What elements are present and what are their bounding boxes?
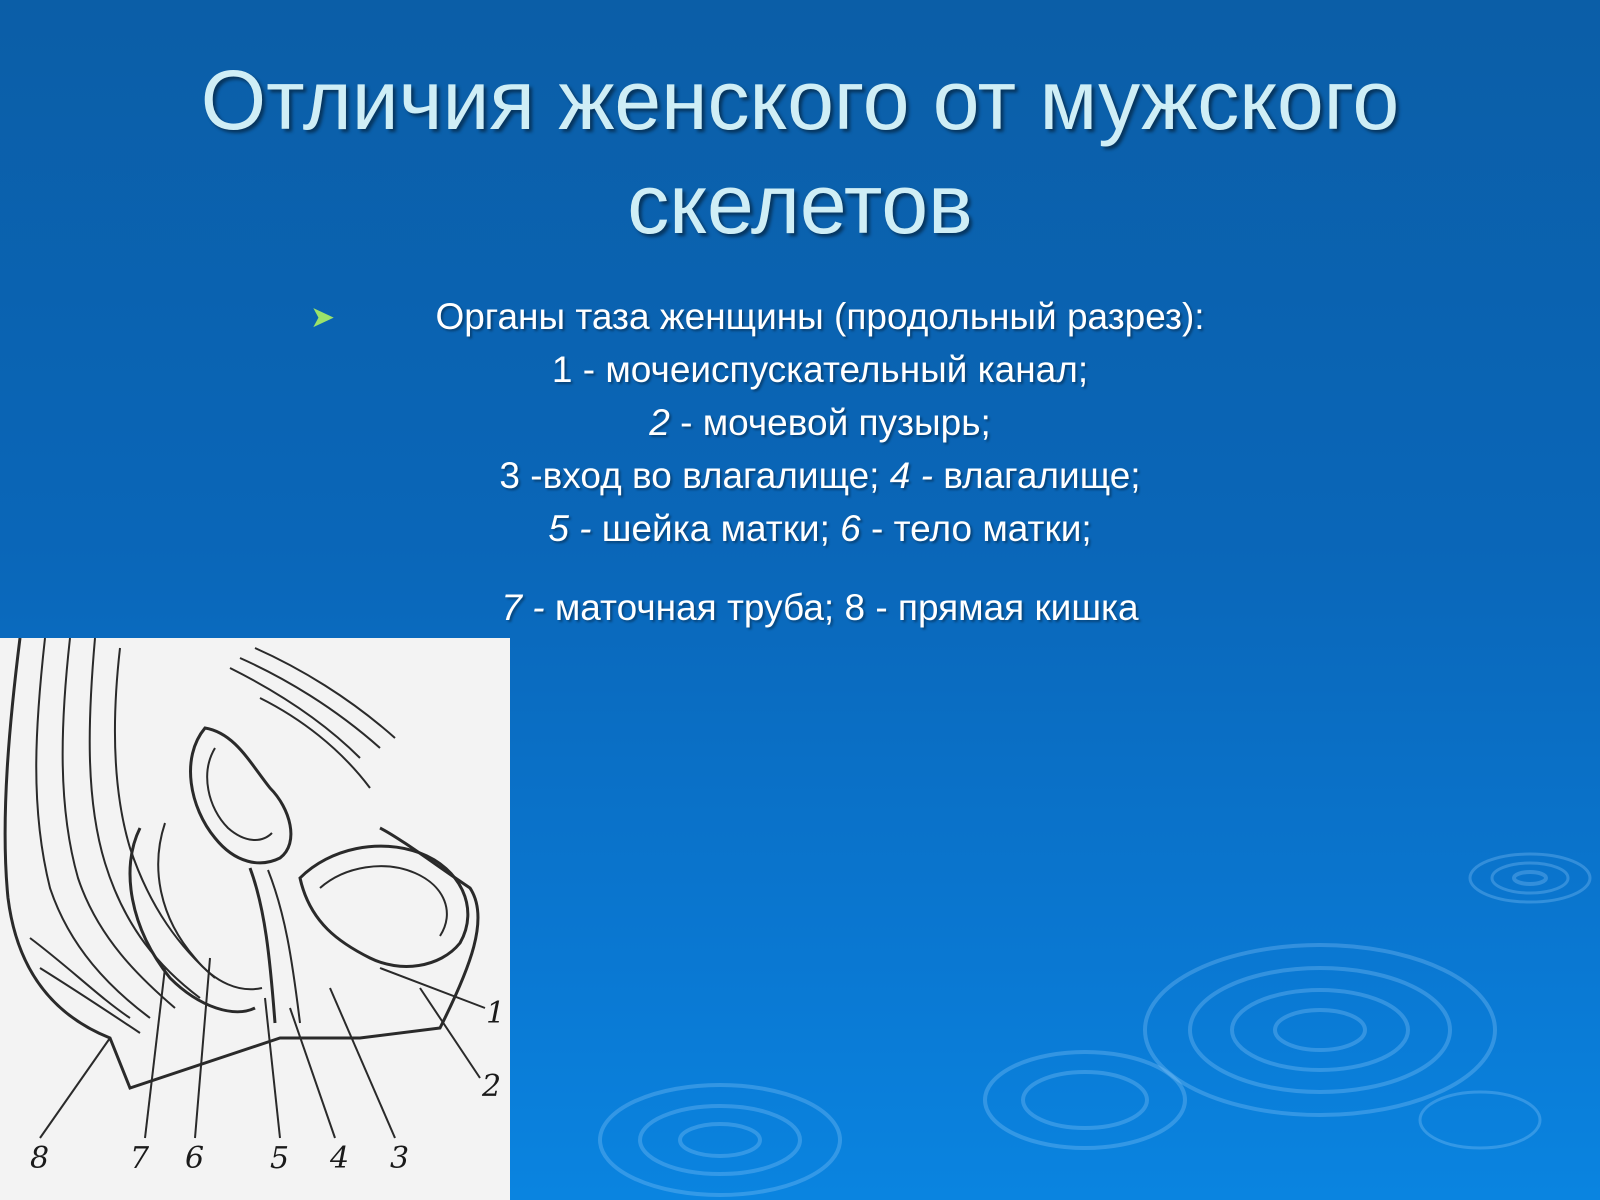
bullet-line-4-part-a: 3 -вход во влагалище; xyxy=(499,455,890,496)
bullet-line-3 xyxy=(300,396,1340,449)
bullet-line-3-number: 2 xyxy=(649,402,670,443)
figure-label-1: 1 xyxy=(486,996,506,1031)
bullet-line-5-part-a: шейка матки; xyxy=(591,508,841,549)
bullet-text xyxy=(300,290,1340,634)
bullet-line-4-part-b: влагалище; xyxy=(932,455,1141,496)
figure-label-5: 5 xyxy=(270,1141,290,1176)
bullet-line-4-number: 4 - xyxy=(889,455,933,496)
bullet-line-2: 1 - мочеиспускательный канал; xyxy=(551,349,1089,390)
arrow-bullet-icon: ➤ xyxy=(310,301,336,334)
bullet-line-4 xyxy=(300,449,1340,502)
pelvis-drawing xyxy=(0,638,510,1200)
bullet-line-5-number-2: 6 xyxy=(840,508,861,549)
bullet-line-1: Органы таза женщины (продольный разрез): xyxy=(435,296,1205,337)
figure-label-8: 8 xyxy=(30,1141,50,1176)
bullet-line-3-text: - мочевой пузырь; xyxy=(669,402,991,443)
figure-label-6: 6 xyxy=(185,1141,205,1176)
bullet-line-6-number: 7 - xyxy=(501,587,545,628)
title-line-2: скелетов xyxy=(627,157,973,251)
pelvis-section-illustration xyxy=(0,638,510,1200)
figure-label-2: 2 xyxy=(482,1069,502,1104)
bullet-line-5-number-1: 5 - xyxy=(548,508,592,549)
bullet-line-6 xyxy=(300,581,1340,634)
figure-label-3: 3 xyxy=(390,1141,410,1176)
figure-label-4: 4 xyxy=(330,1141,350,1176)
bullet-line-5 xyxy=(300,502,1340,555)
slide-title xyxy=(0,48,1600,256)
bullet-line-5-part-b: - тело матки; xyxy=(860,508,1092,549)
figure-label-7: 7 xyxy=(130,1141,150,1176)
title-line-1: Отличия женского от мужского xyxy=(200,53,1400,147)
bullet-line-6-text: маточная труба; 8 - прямая кишка xyxy=(544,587,1139,628)
